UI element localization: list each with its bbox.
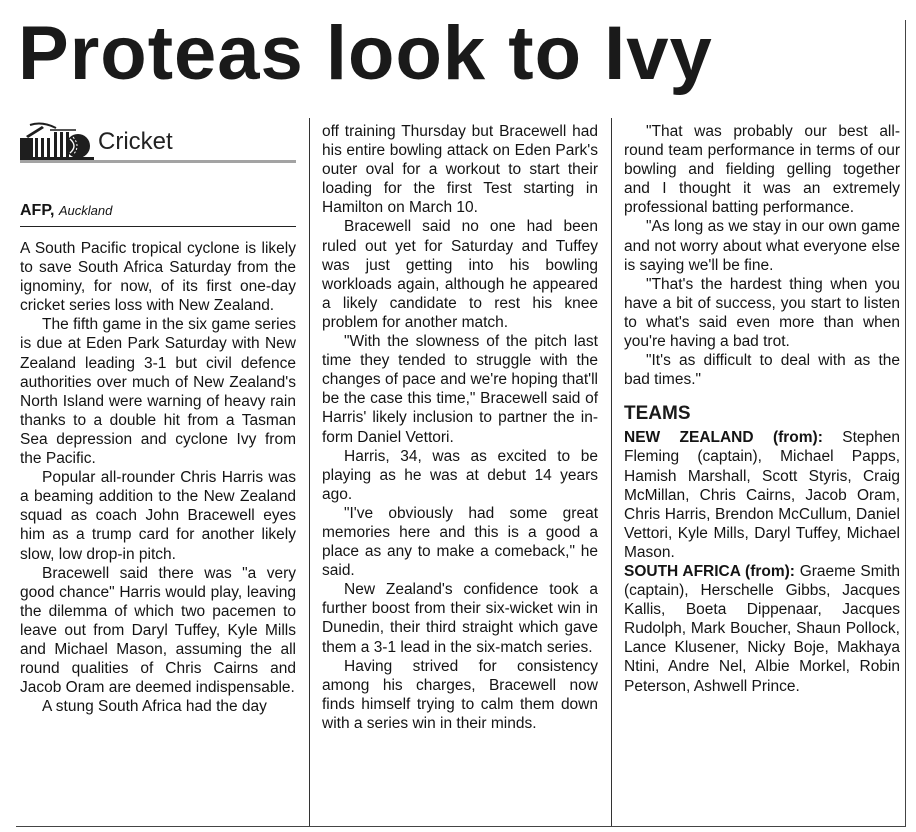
paragraph: "That was probably our best all-round team performance in terms of our bowling and fielding gelling together and I thought it was an extremely professional batting performance. bbox=[624, 123, 900, 217]
paragraph: "It's as difficult to deal with as the bad times." bbox=[624, 352, 900, 389]
team-entry-new-zealand bbox=[624, 428, 900, 562]
paragraph: Popular all-rounder Chris Harris was a beaming addition to the New Zealand squad as coach John Bracewell eyes him as a trump card for another likely slow, low drop-in pitch. bbox=[20, 469, 296, 563]
paragraph: A South Pacific tropical cyclone is likely to save South Africa Saturday from the ignominy, for now, of its first one-day cricket series loss with New Zealand. bbox=[20, 240, 296, 315]
paragraph: The fifth game in the six game series is due at Eden Park Saturday with New Zealand leading 3-1 but civil defence authorities over much of New Zealand's North Island were warning of heavy rain thanks to a double hit from a Tasman Sea depression and cyclone Ivy from the Pacific. bbox=[20, 316, 296, 468]
paragraph: New Zealand's confidence took a further boost from their six-wicket win in Dunedin, their third straight which gave them a 3-1 lead in the six-match series. bbox=[322, 581, 598, 656]
paragraph: off training Thursday but Bracewell had his entire bowling attack on Eden Park's outer oval for a workout to start their loading for the first Test starting in Hamilton on March 10. bbox=[322, 123, 598, 217]
team-name: SOUTH AFRICA (from): bbox=[624, 562, 795, 580]
frame-bottom-border bbox=[16, 826, 906, 827]
byline-rule bbox=[20, 226, 296, 227]
teams-heading: TEAMS bbox=[624, 403, 691, 425]
section-label: Cricket bbox=[98, 128, 173, 155]
paragraph: "With the slowness of the pitch last time they tended to struggle with the changes of pace and we're hoping that'll be the case this time," Bracewell said of Harris' likely inclusion to partner the in-form Daniel Vettori. bbox=[322, 333, 598, 446]
paragraph: Having strived for consistency among his charges, Bracewell now finds himself trying to calm them down with a series win in their minds. bbox=[322, 657, 598, 732]
article-column-2 bbox=[322, 122, 598, 733]
paragraph: Harris, 34, was as excited to be playing as he was at debut 14 years ago. bbox=[322, 447, 598, 503]
byline-agency: AFP, bbox=[20, 202, 55, 219]
paragraph: "That's the hardest thing when you have a bit of success, you start to listen to what's said even more than when you're having a bad trot. bbox=[624, 275, 900, 351]
byline bbox=[20, 202, 112, 220]
column-divider bbox=[611, 118, 612, 826]
column-divider bbox=[309, 118, 310, 826]
frame-right-border bbox=[905, 20, 906, 826]
section-kicker bbox=[20, 120, 296, 164]
article-column-3 bbox=[624, 122, 900, 696]
team-players: Stephen Fleming (captain), Michael Papps, Hamish Marshall, Scott Styris, Craig McMillan, Chris Cairns, Jacob Oram, Chris Harris, Brendon McCullum, Daniel Vettori, Kyle Mills, Daryl Tuffey, Michael Mason. bbox=[624, 429, 900, 561]
headline: Proteas look to Ivy bbox=[18, 11, 713, 96]
byline-city: Auckland bbox=[58, 203, 113, 218]
kicker-rule bbox=[20, 160, 296, 163]
paragraph: "As long as we stay in our own game and not worry about what everyone else is saying we'll be fine. bbox=[624, 218, 900, 274]
team-entry-south-africa bbox=[624, 562, 900, 696]
paragraph: "I've obviously had some great memories here and this is a good a place as any to make a comeback," he said. bbox=[322, 504, 598, 580]
team-name: NEW ZEALAND (from): bbox=[624, 429, 823, 447]
paragraph: Bracewell said no one had been ruled out yet for Saturday and Tuffey was just getting into his bowling workloads again, although he appeared a likely candidate to rest his knee problem for another match. bbox=[322, 218, 598, 331]
cricket-wickets-ball-icon bbox=[20, 122, 94, 160]
article-column-1 bbox=[20, 239, 296, 716]
team-players: Graeme Smith (captain), Herschelle Gibbs, Jacques Kallis, Boeta Dippenaar, Jacques Rudolph, Mark Boucher, Shaun Pollock, Lance Klusener, Nicky Boje, Makhaya Ntini, Andre Nel, Albie Morkel, Robin Peterson, Ashwell Prince. bbox=[624, 562, 900, 695]
paragraph: A stung South Africa had the day bbox=[42, 698, 267, 716]
paragraph: Bracewell said there was "a very good chance" Harris would play, leaving the dilemma of which two pacemen to leave out from Daryl Tuffey, Kyle Mills and Michael Mason, assuming the all round qualities of Chris Cairns and Jacob Oram are deemed indispensable. bbox=[20, 564, 296, 697]
